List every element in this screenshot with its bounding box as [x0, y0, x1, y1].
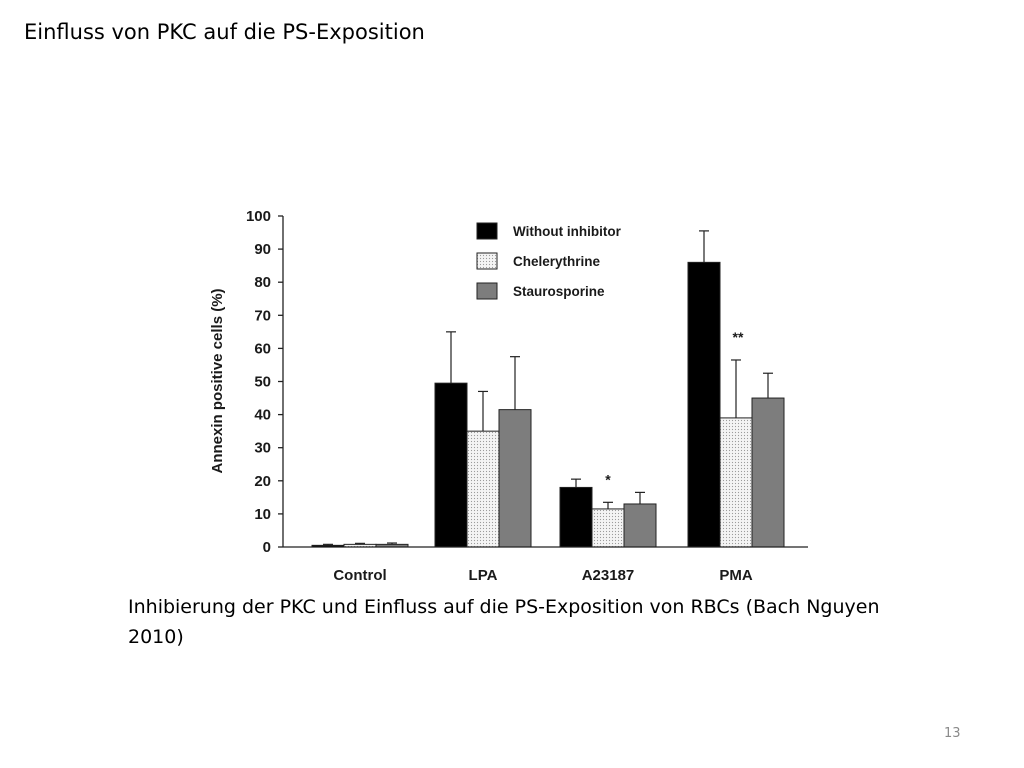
- y-tick-label: 40: [254, 406, 271, 424]
- legend-swatch: [477, 253, 497, 269]
- x-tick-label: Control: [333, 567, 387, 584]
- legend-label: Without inhibitor: [513, 224, 621, 239]
- bar: [592, 509, 624, 547]
- significance-label: *: [605, 471, 611, 488]
- significance-label: **: [732, 328, 744, 345]
- legend-swatch: [477, 223, 497, 239]
- bar: [720, 418, 752, 547]
- y-tick-label: 30: [254, 439, 271, 457]
- y-axis-label: Annexin positive cells (%): [209, 288, 226, 474]
- y-tick-label: 20: [254, 472, 271, 490]
- legend-label: Chelerythrine: [513, 254, 601, 269]
- bar: [435, 383, 467, 547]
- y-tick-labels: [246, 208, 271, 556]
- y-tick-label: 50: [254, 373, 271, 391]
- slide-title: Einfluss von PKC auf die PS-Exposition: [24, 20, 425, 44]
- y-tick-label: 100: [245, 208, 271, 225]
- legend-label: Staurosporine: [513, 284, 605, 299]
- legend: [477, 223, 622, 299]
- bar: [467, 431, 499, 547]
- x-tick-label: PMA: [719, 567, 753, 584]
- bar: [688, 262, 720, 547]
- x-tick-label: LPA: [468, 567, 498, 584]
- bar: [752, 398, 784, 547]
- bar: [624, 504, 656, 547]
- bar: [499, 410, 531, 547]
- y-tick-label: 0: [262, 539, 271, 556]
- y-tick-label: 70: [254, 307, 271, 325]
- page-number: 13: [944, 726, 961, 741]
- bar-chart: [200, 200, 820, 590]
- y-tick-label: 80: [254, 274, 271, 292]
- y-tick-label: 90: [254, 241, 271, 259]
- y-tick-label: 60: [254, 340, 271, 358]
- y-tick-label: 10: [254, 505, 271, 523]
- x-tick-labels: [333, 567, 752, 584]
- bar: [560, 487, 592, 547]
- x-tick-label: A23187: [581, 567, 635, 584]
- legend-swatch: [477, 283, 497, 299]
- bars: [312, 262, 784, 547]
- figure-caption: Inhibierung der PKC und Einfluss auf die PS-Exposition von RBCs (Bach Nguyen 2010): [128, 596, 880, 648]
- y-axis: [278, 216, 283, 547]
